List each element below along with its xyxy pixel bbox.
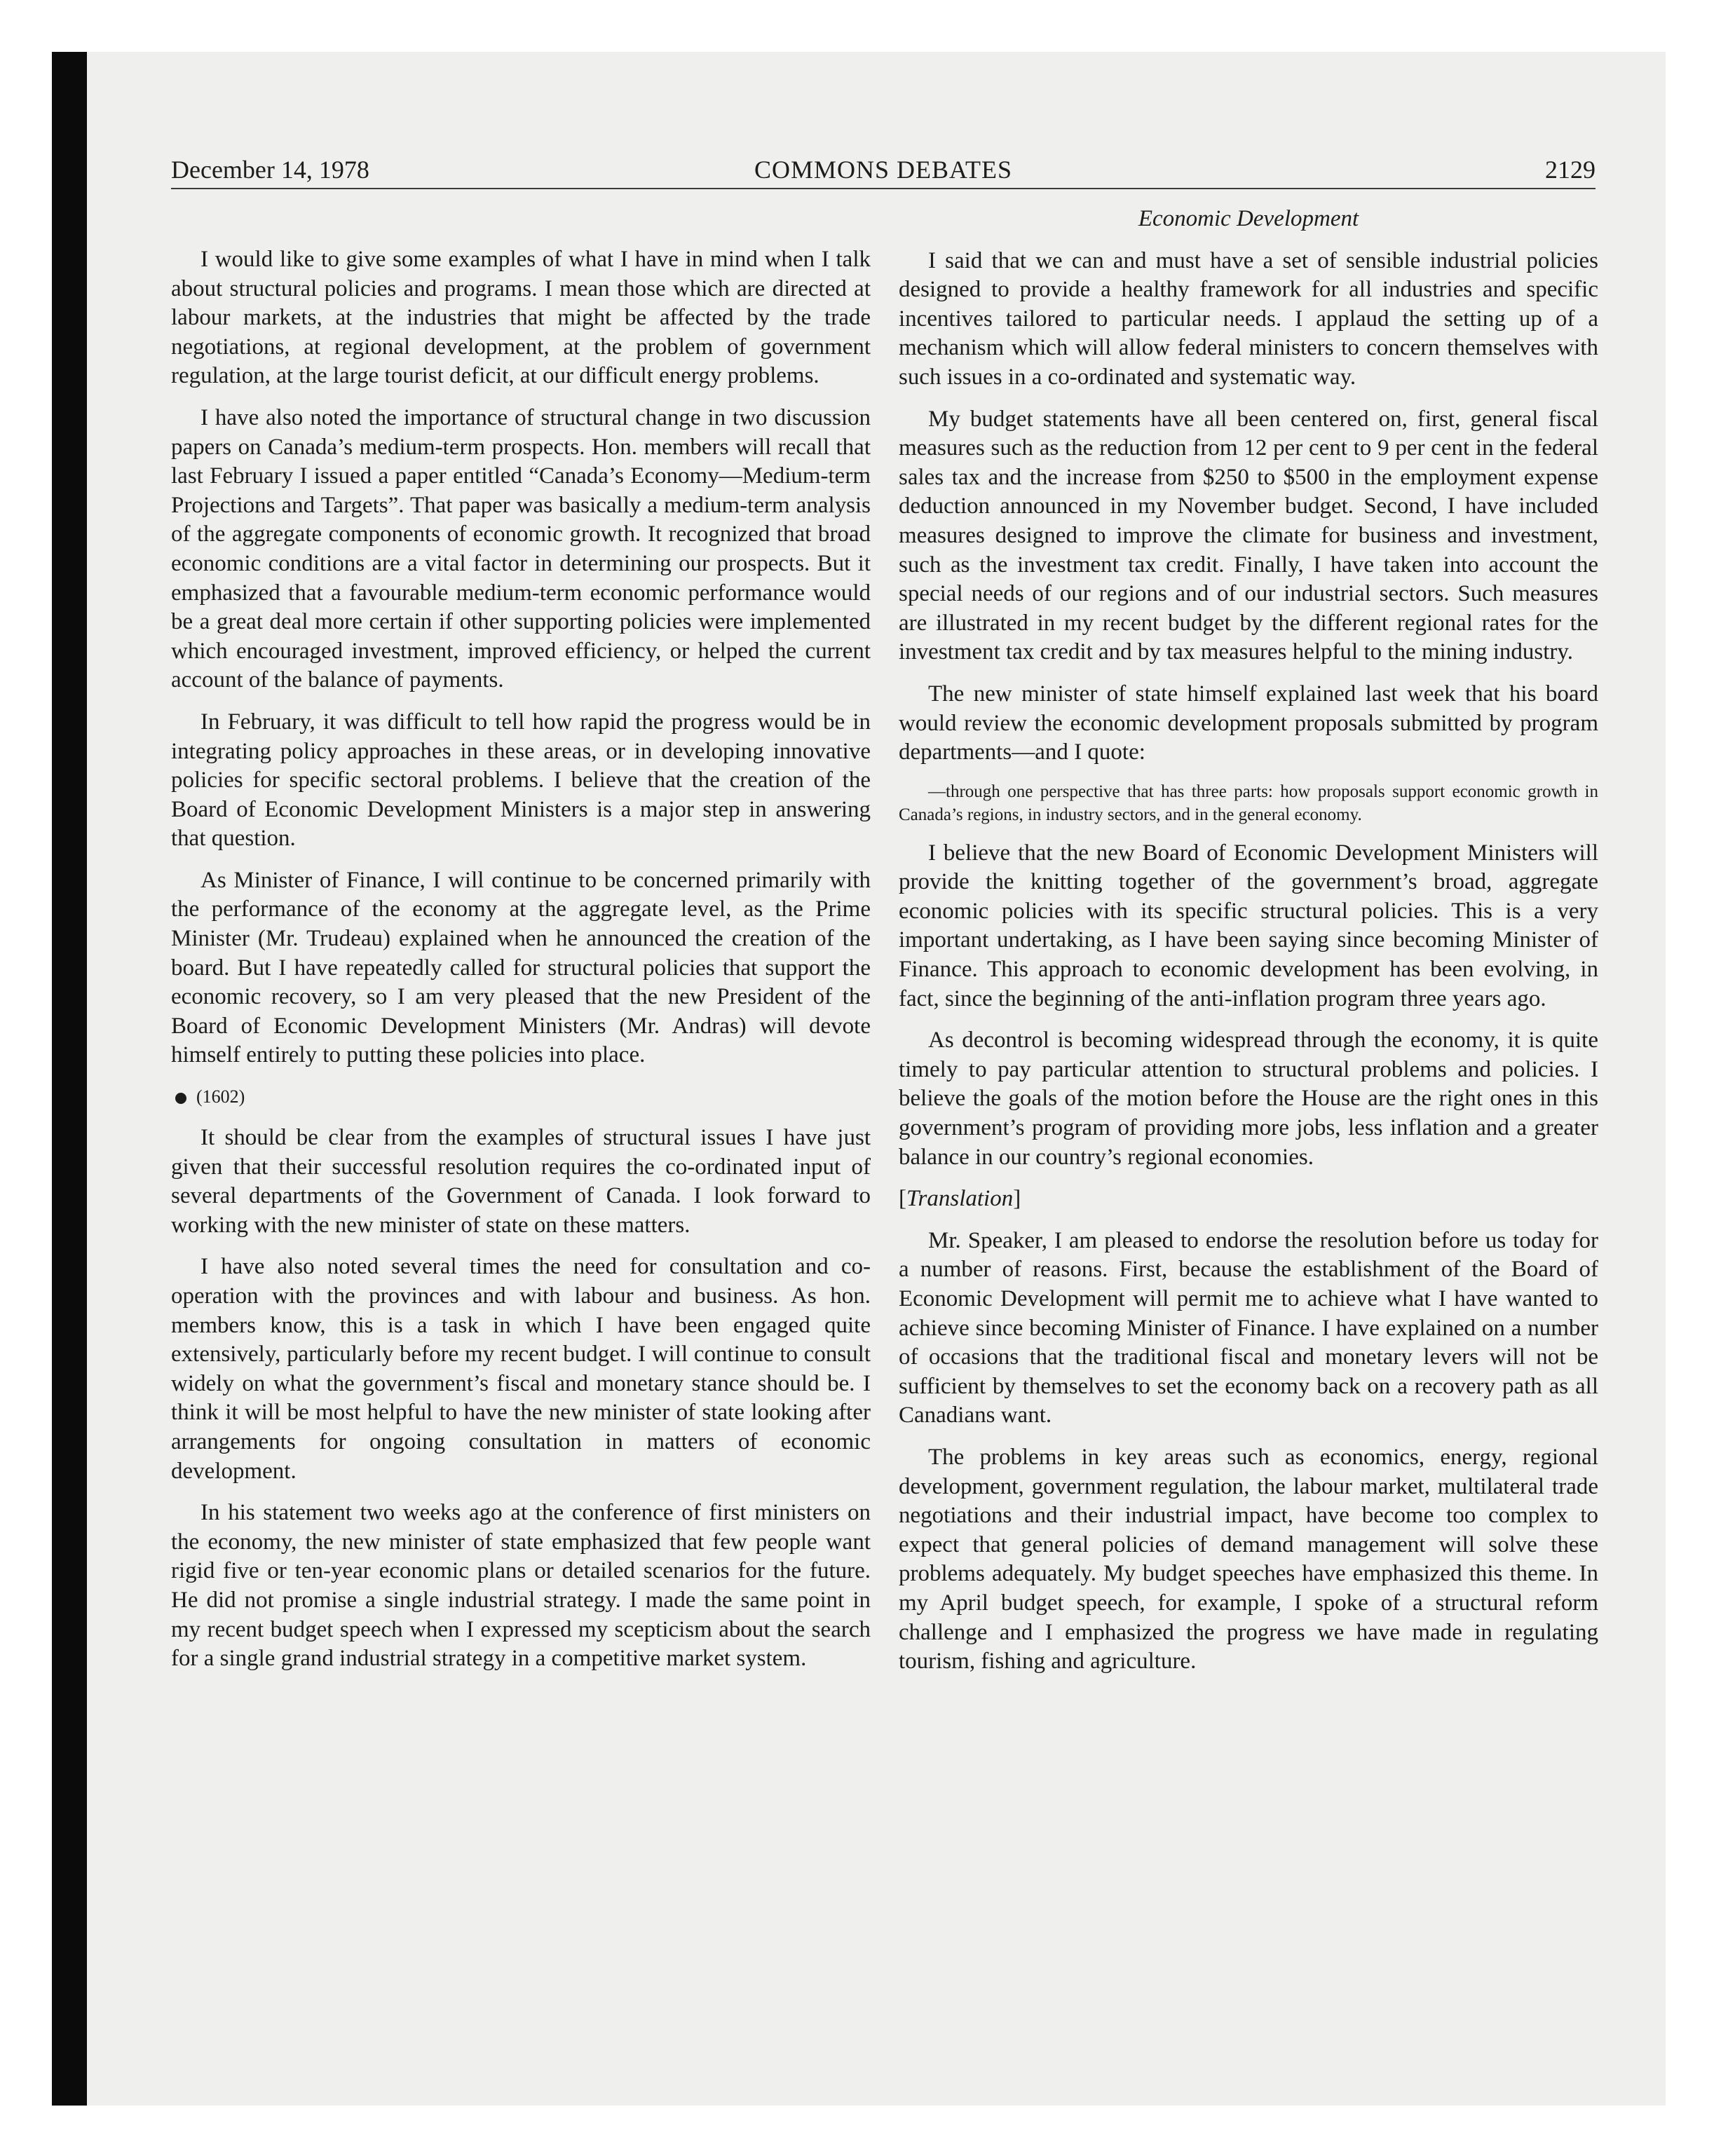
translation-label-text: Translation	[906, 1186, 1014, 1212]
section-subheading: Economic Development	[1138, 206, 1359, 231]
header-title: COMMONS DEBATES	[754, 156, 1013, 184]
right-column	[899, 205, 1598, 1689]
header-rule	[171, 188, 1595, 189]
left-column	[171, 245, 871, 1686]
paragraph: In February, it was difficult to tell how rapid the progress would be in integrating policy approaches in these areas, or in developing innovative policies for specific sectoral problems. I believe that the creation of the Board of Economic Development Ministers is a major step in answering that question.	[171, 709, 871, 852]
translation-label: [Translation]	[899, 1186, 1021, 1212]
paragraph: The new minister of state himself explained last week that his board would review the economic development proposals submitted by program departments—and I quote:	[899, 681, 1598, 765]
block-quote: —through one perspective that has three parts: how proposals support economic growth in Canada’s regions, in industry sectors, and in the general economy.	[899, 782, 1598, 824]
page-header	[171, 151, 1595, 188]
scan-edge-border	[52, 52, 87, 2106]
paragraph: I said that we can and must have a set of sensible industrial policies designed to provide a healthy framework for all industries and specific incentives tailored to particular needs. I applaud the setting up of a mechanism which will allow federal ministers to concern themselves with such issues in a co-ordinated and systematic way.	[899, 247, 1598, 390]
header-page-number: 2129	[1545, 156, 1595, 184]
paragraph: I have also noted several times the need for consultation and co-operation with the provinces and with labour and business. As hon. members know, this is a task in which I have been engaged quite extensively, particularly before my recent budget. I will continue to consult widely on what the government’s fiscal and monetary stance should be. I think it will be most helpful to have the new minister of state looking after arrangements for ongoing consultation in matters of economic development.	[171, 1254, 871, 1484]
paragraph: As decontrol is becoming widespread through the economy, it is quite timely to pay particular attention to structural problems and policies. I believe the goals of the motion before the House are the right ones in this government’s program of providing more jobs, less inflation and a greater balance in our country’s regional economies.	[899, 1028, 1598, 1170]
paragraph: My budget statements have all been centered on, first, general fiscal measures such as the reduction from 12 per cent to 9 per cent in the federal sales tax and the increase from $250 to $500 in the employment expense deduction announced in my November budget. Second, I have included measures designed to improve the climate for business and investment, such as the investment tax credit. Finally, I have taken into account the special needs of our regions and of our industrial sectors. Such measures are illustrated in my recent budget by the different regional rates for the investment tax credit and by tax measures helpful to the mining industry.	[899, 406, 1598, 665]
paragraph: The problems in key areas such as economics, energy, regional development, government regulation, the labour market, multilateral trade negotiations and their industrial impact, have become too complex to expect that general policies of demand management will solve these problems adequately. My budget speeches have emphasized this theme. In my April budget speech, for example, I spoke of a structural reform challenge and I emphasized the progress we have made in regulating tourism, fishing and agriculture.	[899, 1444, 1598, 1674]
paragraph: In his statement two weeks ago at the conference of first ministers on the economy, the new minister of state emphasized that few people want rigid five or ten-year economic plans or detailed scenarios for the future. He did not promise a single industrial strategy. I made the same point in my recent budget speech when I expressed my scepticism about the search for a single grand industrial strategy in a competitive market system.	[171, 1500, 871, 1672]
paragraph: As Minister of Finance, I will continue to be concerned primarily with the performance of the economy at the aggregate level, as the Prime Minister (Mr. Trudeau) explained when he announced the creation of the board. But I have repeatedly called for structural policies that support the economic recovery, so I am very pleased that the new President of the Board of Economic Development Ministers (Mr. Andras) will devote himself entirely to putting these policies into place.	[171, 867, 871, 1068]
bullet-icon	[175, 1093, 186, 1104]
time-marker-label: (1602)	[196, 1086, 245, 1107]
paragraph: It should be clear from the examples of structural issues I have just given that their successful resolution requires the co-ordinated input of several departments of the Government of Canada. I look forward to working with the new minister of state on these matters.	[171, 1125, 871, 1238]
paragraph: Mr. Speaker, I am pleased to endorse the resolution before us today for a number of reasons. First, because the establishment of the Board of Economic Development will permit me to achieve what I have wanted to achieve since becoming Minister of Finance. I have explained on a number of occasions that the traditional fiscal and monetary levers will not be sufficient by themselves to set the economy back on a recovery path as all Canadians want.	[899, 1227, 1598, 1428]
header-date: December 14, 1978	[171, 156, 369, 184]
time-marker	[171, 1083, 871, 1111]
paragraph: I believe that the new Board of Economic Development Ministers will provide the knitting together of the government’s broad, aggregate economic policies with its specific structural policies. This is a very important undertaking, as I have been saying since becoming Minister of Finance. This approach to economic development has been evolving, in fact, since the beginning of the anti-inflation program three years ago.	[899, 840, 1598, 1011]
paragraph: I would like to give some examples of what I have in mind when I talk about structural policies and programs. I mean those which are directed at labour markets, at the industries that might be affected by the trade negotiations, at regional development, at the problem of government regulation, at the large tourist deficit, at our difficult energy problems.	[171, 247, 871, 389]
paragraph: I have also noted the importance of structural change in two discussion papers on Canada’s medium-term prospects. Hon. members will recall that last February I issued a paper entitled “Canada’s Economy—Medium-term Projections and Targets”. That paper was basically a medium-term analysis of the aggregate components of economic growth. It recognized that broad economic conditions are a vital factor in determining our prospects. But it emphasized that a favourable medium-term economic performance would be a great deal more certain if other supporting policies were implemented which encouraged investment, improved efficiency, or helped the current account of the balance of payments.	[171, 404, 871, 693]
